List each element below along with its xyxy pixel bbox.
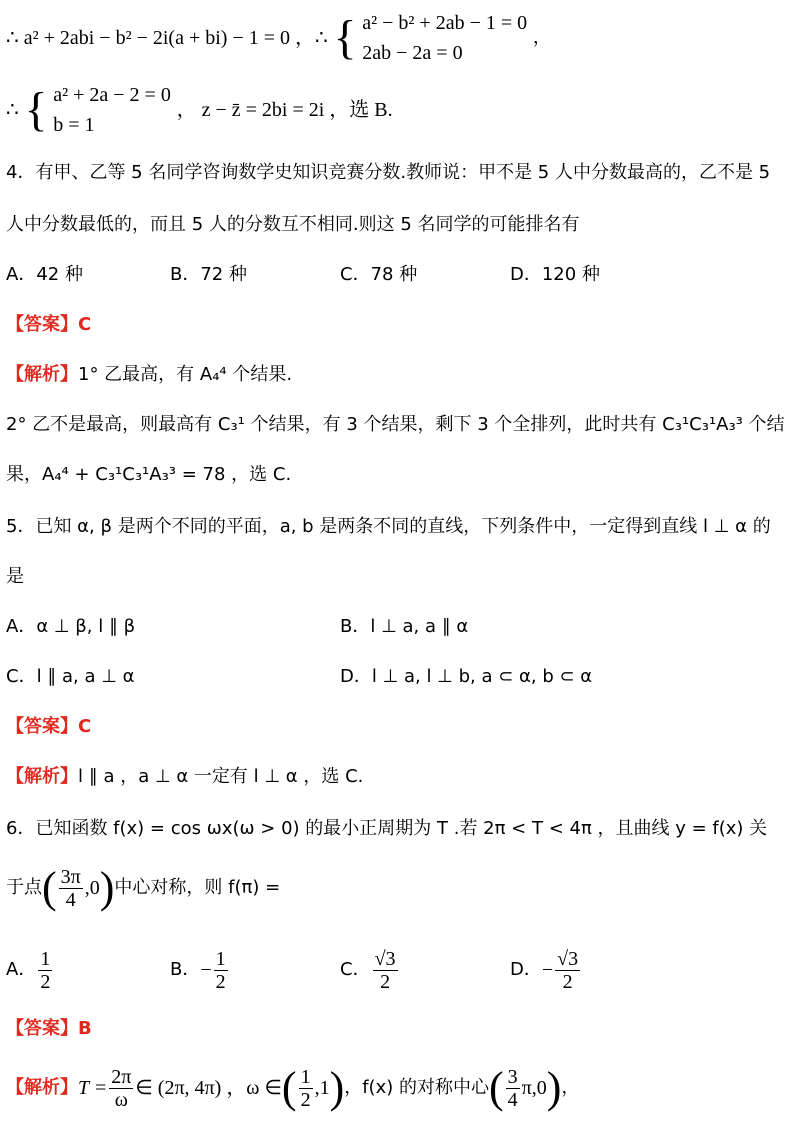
q4-stem-2: 人中分数最低的，而且 5 人的分数互不相同.则这 5 名同学的可能排名有 [6, 214, 580, 235]
point-tail: ,0 [84, 877, 100, 899]
q5-stem-2: 是 [6, 566, 24, 587]
option-label: A． [6, 959, 37, 980]
analysis-T: T = [78, 1077, 108, 1099]
q5-option-b: B．l ⊥ a, a ∥ α [340, 616, 469, 637]
q4-option-b: B．72 种 [170, 264, 247, 285]
fraction-denominator: 4 [507, 1088, 518, 1111]
fraction-denominator: 2 [380, 970, 391, 993]
system-1-eq-a: a² − b² + 2ab − 1 = 0 [362, 12, 528, 34]
q5-analysis-text: l ∥ a ，a ⊥ α 一定有 l ⊥ α ，选 C. [78, 766, 364, 787]
q6-stem-2-prefix: 于点 [6, 877, 42, 898]
right-paren: ) [329, 1063, 345, 1112]
q6-option-d [510, 940, 582, 1000]
therefore-symbol: ∴ [6, 99, 19, 121]
q4-analysis-1 [6, 362, 788, 388]
intro-conclusion: ， z − z̄ = 2bi = 2i ，选 B. [176, 99, 393, 121]
q4-option-c: C．78 种 [340, 264, 418, 285]
option-fraction [38, 948, 52, 993]
system-1-eq-b: 2ab − 2a = 0 [362, 42, 463, 64]
T-fraction [109, 1066, 133, 1111]
fraction-numerator: 1 [40, 947, 51, 970]
option-label: D． [510, 959, 542, 980]
fraction-numerator: 1 [215, 947, 226, 970]
analysis-tag: 【解析】 [6, 364, 78, 385]
fraction-numerator: 2π [111, 1065, 132, 1088]
q5-option-c: C．l ∥ a, a ⊥ α [6, 666, 135, 687]
brace: { [333, 11, 357, 64]
sys1-tail: ， [532, 27, 551, 48]
fraction-denominator: 2 [40, 970, 51, 993]
q5-option-a: A．α ⊥ β, l ∥ β [6, 616, 136, 637]
q6-answer: 【答案】B [6, 1018, 92, 1039]
analysis-tag: 【解析】 [6, 766, 78, 787]
analysis-T-tail: ∈ (2π, 4π) ，ω ∈ [135, 1077, 282, 1099]
option-label: B． [170, 959, 201, 980]
q5-answer: 【答案】C [6, 716, 92, 737]
fraction-denominator: 2 [300, 1088, 311, 1111]
center-tail: π,0 [521, 1077, 547, 1099]
system-2-eq-a: a² + 2a − 2 = 0 [53, 84, 171, 106]
option-sign: − [200, 959, 212, 981]
q6-stem-2 [6, 858, 788, 918]
left-paren: ( [281, 1063, 297, 1112]
right-paren: ) [99, 863, 115, 912]
q6-stem-1: 6．已知函数 f(x) = cos ωx(ω > 0) 的最小正周期为 T .若 2π < T < 4π ，且曲线 y = f(x) 关 [6, 818, 768, 839]
fraction-numerator: 3π [60, 865, 81, 888]
fraction-numerator: √3 [557, 947, 579, 970]
left-paren: ( [488, 1063, 504, 1112]
q4-analysis-text-1: 1° 乙最高，有 A₄⁴ 个结果. [78, 364, 293, 385]
intro-row-2 [6, 80, 788, 140]
fraction-denominator: 2 [562, 970, 573, 993]
omega-tail: ,1 [314, 1077, 330, 1099]
analysis-end: ， [561, 1077, 580, 1098]
analysis-middle: ，f(x) 的对称中心 [344, 1077, 489, 1098]
intro-equation: ∴ a² + 2abi − b² − 2i(a + bi) − 1 = 0 ，∴ [6, 27, 328, 49]
q4-analysis-2: 2° 乙不是最高，则最高有 C₃¹ 个结果，有 3 个结果，剩下 3 个全排列，此时共有 C₃¹C₃¹A₃³ 个结 [6, 414, 785, 435]
right-paren: ) [546, 1063, 562, 1112]
fraction-numerator: √3 [374, 947, 396, 970]
fraction-denominator: 2 [215, 970, 226, 993]
fraction-denominator: 4 [65, 888, 76, 911]
q5-stem-1: 5．已知 α, β 是两个不同的平面，a, b 是两条不同的直线，下列条件中，一定得到直线 l ⊥ α 的 [6, 516, 771, 537]
q4-answer: 【答案】C [6, 314, 92, 335]
q6-analysis [6, 1058, 788, 1118]
left-paren: ( [42, 863, 57, 912]
option-label: C． [340, 959, 371, 980]
option-fraction [373, 948, 398, 993]
system-1 [362, 8, 527, 68]
system-2-eq-b: b = 1 [53, 114, 95, 136]
option-sign: − [541, 959, 554, 981]
intro-row-1 [6, 8, 788, 68]
point-fraction [59, 866, 83, 911]
center-fraction [506, 1066, 520, 1111]
q5-analysis [6, 764, 788, 790]
option-fraction [214, 948, 228, 993]
fraction-numerator: 3 [507, 1065, 518, 1088]
system-2 [53, 80, 171, 140]
q6-option-a [6, 940, 54, 1000]
fraction-numerator: 1 [300, 1065, 311, 1088]
omega-fraction [299, 1066, 313, 1111]
analysis-tag: 【解析】 [6, 1077, 78, 1098]
brace: { [24, 83, 48, 136]
fraction-denominator: ω [114, 1088, 128, 1111]
q4-option-d: D．120 种 [510, 264, 600, 285]
option-fraction [555, 948, 580, 993]
q4-stem-1: 4．有甲、乙等 5 名同学咨询数学史知识竞赛分数.教师说：甲不是 5 人中分数最高的，乙不是 5 [6, 162, 771, 183]
q6-option-b [170, 940, 230, 1000]
q6-option-c [340, 940, 400, 1000]
q5-option-d: D．l ⊥ a, l ⊥ b, a ⊂ α, b ⊂ α [340, 666, 593, 687]
q6-stem-2-suffix: 中心对称，则 f(π) = [114, 877, 281, 898]
q4-option-a: A．42 种 [6, 264, 83, 285]
q4-analysis-3: 果，A₄⁴ + C₃¹C₃¹A₃³ = 78 ，选 C. [6, 464, 292, 485]
